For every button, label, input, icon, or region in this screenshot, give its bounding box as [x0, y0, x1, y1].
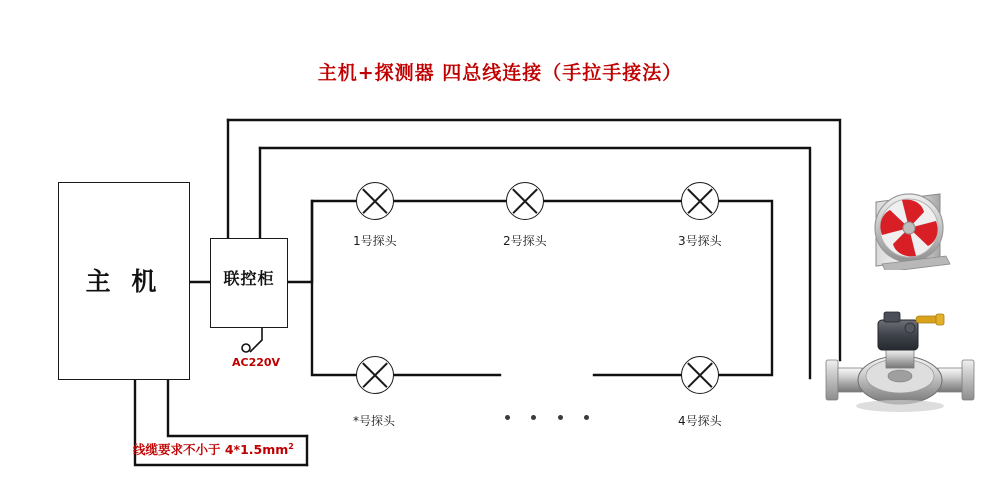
detector-4-icon	[681, 356, 719, 394]
dot-4	[584, 415, 589, 420]
detector-3-label: 3号探头	[678, 234, 722, 248]
dot-2	[531, 415, 536, 420]
cable-note-superscript: 2	[288, 441, 294, 451]
detector-1-label: 1号探头	[353, 234, 397, 248]
cable-note-text: 线缆要求不小于 4*1.5mm	[133, 442, 289, 457]
detector-2-icon	[506, 182, 544, 220]
detector-1-icon	[356, 182, 394, 220]
diagram-title: 主机+探测器 四总线连接（手拉手接法）	[317, 62, 683, 84]
dot-3	[558, 415, 563, 420]
control-panel-label: 联控柜	[223, 269, 275, 288]
detector-star-label: *号探头	[353, 414, 396, 428]
cable-requirement-note	[133, 440, 294, 458]
solenoid-valve-icon	[820, 306, 980, 418]
host-label: 主 机	[85, 267, 163, 296]
exhaust-fan-icon	[862, 188, 962, 270]
ac-power-label: AC220V	[232, 356, 281, 369]
detector-star-icon	[356, 356, 394, 394]
detector-4-label: 4号探头	[678, 414, 722, 428]
dot-1	[505, 415, 510, 420]
detector-3-icon	[681, 182, 719, 220]
ellipsis-dots	[505, 415, 589, 420]
detector-2-label: 2号探头	[503, 234, 547, 248]
